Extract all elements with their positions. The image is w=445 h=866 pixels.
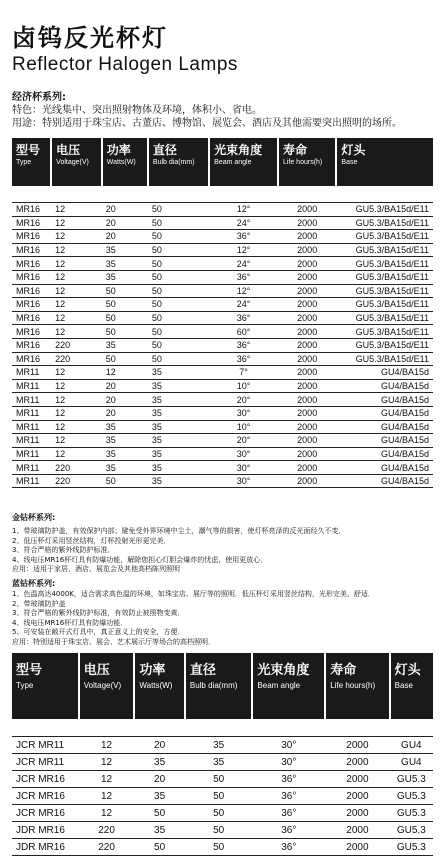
column-header (51, 138, 102, 186)
table-cell: 12 (51, 366, 102, 380)
column-header (102, 138, 148, 186)
table-cell: 35 (148, 447, 209, 461)
table-cell: 2000 (278, 243, 336, 257)
table-cell: 30° (209, 474, 278, 488)
table-cell: GU4/BA15d (336, 434, 433, 448)
table-cell: MR11 (12, 379, 51, 393)
table-cell: MR11 (12, 474, 51, 488)
table-row (12, 805, 433, 822)
table-cell: 36° (209, 311, 278, 325)
table-spacer-row (12, 719, 433, 737)
table-cell: GU4/BA15d (336, 420, 433, 434)
table-row (12, 230, 433, 244)
column-header (148, 138, 209, 186)
table-cell: 35 (148, 474, 209, 488)
column-header-cn: 直径 (152, 143, 177, 157)
table-cell: GU5.3/BA15d/E11 (336, 230, 433, 244)
table-cell: GU5.3/BA15d/E11 (336, 203, 433, 217)
table-cell: MR16 (12, 216, 51, 230)
table-cell: GU4/BA15d (336, 406, 433, 420)
table-cell: 10° (209, 379, 278, 393)
table-cell: 12 (79, 754, 135, 771)
table-cell: GU4 (390, 754, 433, 771)
table-cell: 220 (51, 338, 102, 352)
column-header (209, 138, 278, 186)
table-cell: 35 (102, 447, 148, 461)
table-cell: GU4/BA15d (336, 474, 433, 488)
table-cell: 2000 (325, 737, 389, 754)
table-cell: 24° (209, 216, 278, 230)
table-cell: 12 (51, 203, 102, 217)
table-cell: 36° (209, 352, 278, 366)
table-cell: GU5.3/BA15d/E11 (336, 325, 433, 339)
table-cell: 50 (148, 216, 209, 230)
table-cell: JCR MR11 (12, 737, 79, 754)
table-cell: GU5.3/BA15d/E11 (336, 298, 433, 312)
column-header (390, 653, 433, 719)
gold-line: 应用：适用于家居、酒店、展览会及其他高档陈列照明 (12, 565, 180, 573)
table-cell: 12 (79, 771, 135, 788)
table-cell: 50 (148, 284, 209, 298)
table-cell: 50 (185, 822, 253, 839)
column-header (325, 653, 389, 719)
blue-line: 应用：特别适用于珠宝店、展会、艺术展示厅等场合的高档照明． (12, 637, 215, 646)
table-cell: 50 (185, 771, 253, 788)
table-cell: 12 (51, 447, 102, 461)
table-cell: 12 (51, 257, 102, 271)
table-row (12, 270, 433, 284)
table-cell: 2000 (278, 461, 336, 475)
blue-line: 2、带玻璃防护盖 (12, 599, 66, 608)
table-cell: MR16 (12, 243, 51, 257)
table-cell: 50 (102, 311, 148, 325)
table-cell: 50 (148, 243, 209, 257)
table-cell: 12 (51, 325, 102, 339)
column-header-en: Base (394, 681, 413, 690)
table-cell: GU4/BA15d (336, 461, 433, 475)
table-cell: 2000 (278, 379, 336, 393)
table-cell: 35 (102, 420, 148, 434)
table-cell: 50 (102, 298, 148, 312)
table-cell: 12 (51, 216, 102, 230)
gold-line: 1、带玻璃防护盖，有效保护内部；避免受外界环境中尘土，潮气等的损害，使灯杯亮泽的反光面经久不变． (12, 527, 346, 535)
table-cell: 60° (209, 325, 278, 339)
table-row (12, 216, 433, 230)
column-header-en: Beam angle (257, 681, 301, 690)
table-cell: 2000 (278, 325, 336, 339)
column-header-en: Watts(W) (139, 681, 173, 690)
table-cell: 12 (51, 379, 102, 393)
table-cell: GU5.3/BA15d/E11 (336, 284, 433, 298)
table-cell: 35 (102, 461, 148, 475)
table-row (12, 325, 433, 339)
table-cell: 50 (148, 352, 209, 366)
table-cell: 30° (209, 447, 278, 461)
page-title-cn: 卤钨反光杯灯 (12, 24, 168, 52)
table-cell: 35 (148, 393, 209, 407)
table-cell: 35 (185, 754, 253, 771)
table-cell: 2000 (278, 352, 336, 366)
table-cell: GU4/BA15d (336, 447, 433, 461)
table-cell: 35 (134, 788, 185, 805)
table-row (12, 474, 433, 488)
column-header (336, 138, 433, 186)
table-cell: 35 (148, 420, 209, 434)
table-cell: MR16 (12, 352, 51, 366)
table-row (12, 338, 433, 352)
column-header-cn: 寿命 (282, 143, 307, 157)
table-row (12, 243, 433, 257)
column-header (12, 138, 51, 186)
column-header-en: Life hours(h) (282, 159, 323, 166)
column-header-cn: 功率 (106, 143, 131, 157)
table-cell: 12 (51, 270, 102, 284)
table-cell: 35 (148, 434, 209, 448)
table-cell: 12 (102, 366, 148, 380)
table-cell: 20 (134, 737, 185, 754)
table-cell: 12 (51, 406, 102, 420)
table-cell: MR16 (12, 203, 51, 217)
column-header (185, 653, 253, 719)
table-cell: 36° (209, 338, 278, 352)
table-cell: 12 (51, 434, 102, 448)
table-cell: 2000 (278, 257, 336, 271)
table-cell: GU5.3 (390, 822, 433, 839)
table-row (12, 737, 433, 754)
table-cell: GU5.3/BA15d/E11 (336, 338, 433, 352)
table-cell: 35 (134, 754, 185, 771)
table-cell: 36° (252, 788, 325, 805)
column-header-en: Life hours(h) (330, 681, 376, 690)
table-cell: JDR MR16 (12, 822, 79, 839)
table-cell: 30° (252, 754, 325, 771)
table-cell: 20 (102, 216, 148, 230)
table-cell: 24° (209, 257, 278, 271)
table-cell: 220 (79, 822, 135, 839)
blue-line: 4、线电压MR16杯灯具有防爆功能． (12, 618, 128, 627)
table-cell: 30° (252, 737, 325, 754)
table-cell: 20 (102, 230, 148, 244)
table-cell: 50 (148, 338, 209, 352)
table-cell: 20 (102, 203, 148, 217)
table-cell: MR11 (12, 461, 51, 475)
table-cell: GU5.3/BA15d/E11 (336, 352, 433, 366)
table-cell: GU5.3 (390, 839, 433, 856)
table-cell: 12 (51, 311, 102, 325)
column-header-en: Voltage(V) (56, 159, 89, 166)
column-header-en: Type (16, 681, 34, 690)
table-cell: 35 (134, 822, 185, 839)
column-header (79, 653, 135, 719)
table-row (12, 461, 433, 475)
table-cell: 2000 (325, 839, 389, 856)
table-cell: GU5.3 (390, 805, 433, 822)
table-cell: 35 (102, 434, 148, 448)
table-cell: 2000 (278, 216, 336, 230)
table-cell: 12 (79, 737, 135, 754)
table-row (12, 284, 433, 298)
table-cell: 2000 (278, 230, 336, 244)
table-header-row (12, 138, 433, 186)
table-row (12, 406, 433, 420)
column-header-cn: 灯头 (394, 662, 421, 677)
table-cell: 12 (51, 243, 102, 257)
column-header-cn: 光束角度 (257, 662, 310, 677)
table-cell: 35 (102, 257, 148, 271)
column-header-en: Watts(W) (106, 159, 136, 166)
table-cell: 12 (51, 298, 102, 312)
table-cell: 50 (102, 474, 148, 488)
table-cell: 12 (51, 284, 102, 298)
table-cell: MR11 (12, 366, 51, 380)
table-cell: 10° (209, 420, 278, 434)
table-cell: 50 (185, 788, 253, 805)
table-cell: 12 (51, 230, 102, 244)
table-cell: 20° (209, 393, 278, 407)
table-cell: 50 (148, 325, 209, 339)
table-row (12, 447, 433, 461)
table-cell: 7° (209, 366, 278, 380)
column-header-en: Base (341, 159, 358, 166)
table-cell: 50 (134, 839, 185, 856)
table-cell: GU5.3 (390, 771, 433, 788)
table-cell: 2000 (278, 434, 336, 448)
table-cell: 20 (134, 771, 185, 788)
table-cell: 50 (148, 257, 209, 271)
page-title-en: Reflector Halogen Lamps (12, 54, 238, 75)
table-cell: MR16 (12, 270, 51, 284)
table-cell: 35 (148, 406, 209, 420)
table-cell: 35 (148, 461, 209, 475)
table-cell: 30° (209, 461, 278, 475)
table-row (12, 839, 433, 856)
table-cell: 2000 (325, 771, 389, 788)
table-cell: 220 (51, 352, 102, 366)
gold-line: 3、符合严格的紫外线防护标准． (12, 546, 115, 554)
table-cell: GU4/BA15d (336, 366, 433, 380)
table-cell: 50 (102, 284, 148, 298)
table-cell: JCR MR16 (12, 805, 79, 822)
table-row (12, 393, 433, 407)
table-cell: 2000 (278, 270, 336, 284)
table-cell: 50 (134, 805, 185, 822)
blue-line: 5、可安装在敞开式灯具中，真正意义上的安全，方便． (12, 628, 185, 636)
table-cell: 2000 (278, 474, 336, 488)
column-header-cn: 灯头 (341, 143, 366, 157)
table-cell: MR16 (12, 230, 51, 244)
table-cell: GU5.3 (390, 788, 433, 805)
table-row (12, 352, 433, 366)
table-cell: MR11 (12, 447, 51, 461)
table-cell: 12 (79, 788, 135, 805)
table-cell: 2000 (278, 284, 336, 298)
table-cell: MR11 (12, 393, 51, 407)
table-cell: 35 (102, 338, 148, 352)
table-cell: 36° (252, 822, 325, 839)
table-cell: 2000 (325, 822, 389, 839)
table-cell: MR16 (12, 325, 51, 339)
table-row (12, 771, 433, 788)
column-header (252, 653, 325, 719)
table-cell: 2000 (278, 393, 336, 407)
column-header-en: Voltage(V) (83, 681, 122, 690)
column-header-cn: 直径 (189, 662, 216, 677)
table-row (12, 434, 433, 448)
table-cell: 50 (148, 230, 209, 244)
table-cell: JDR MR16 (12, 839, 79, 856)
blue-line: 1、色温高达4000K，适合需求高色温的环境，如珠宝店、展厅等的照明．低压杯灯采用竖丝结构，光形完美、舒适． (12, 590, 375, 598)
gold-heading: 金钻杯系列: (12, 513, 56, 522)
table-cell: 35 (185, 737, 253, 754)
table-cell: JCR MR16 (12, 771, 79, 788)
table-row (12, 311, 433, 325)
gold-line: 2、低压杯灯采用竖丝结构，灯杯投射光形更完美． (12, 536, 171, 545)
table-row (12, 379, 433, 393)
table-cell: MR16 (12, 338, 51, 352)
economy-heading: 经济杯系列: (12, 92, 66, 103)
table-cell: 2000 (325, 805, 389, 822)
table-cell: 35 (102, 270, 148, 284)
table-cell: 2000 (278, 338, 336, 352)
table-cell: 12 (79, 805, 135, 822)
table-cell: 12° (209, 243, 278, 257)
table-cell: 2000 (278, 406, 336, 420)
table-cell: 50 (102, 325, 148, 339)
table-cell: 36° (252, 805, 325, 822)
table-cell: 12 (51, 420, 102, 434)
table-cell: 36° (252, 839, 325, 856)
table-cell: 20 (102, 379, 148, 393)
table-cell: GU5.3/BA15d/E11 (336, 311, 433, 325)
table-cell: 50 (148, 203, 209, 217)
table-cell: 12° (209, 203, 278, 217)
economy-feature: 特色：光线集中、突出照射物体及环境，体积小、省电。 (12, 105, 262, 116)
table-cell: MR11 (12, 420, 51, 434)
table-cell: JCR MR16 (12, 788, 79, 805)
table-cell: 50 (148, 270, 209, 284)
table-cell: MR16 (12, 311, 51, 325)
column-header-cn: 电压 (56, 143, 81, 157)
table-row (12, 420, 433, 434)
table-row (12, 366, 433, 380)
table-cell: 36° (209, 270, 278, 284)
table-cell: 20 (102, 406, 148, 420)
table-cell: 2000 (278, 447, 336, 461)
column-header (12, 653, 79, 719)
table-cell: 2000 (278, 203, 336, 217)
column-header-cn: 功率 (139, 662, 166, 677)
table-cell: MR16 (12, 298, 51, 312)
table-cell: GU5.3/BA15d/E11 (336, 243, 433, 257)
table-cell: 35 (102, 243, 148, 257)
table-cell: 50 (185, 839, 253, 856)
table-cell: GU4/BA15d (336, 379, 433, 393)
gold-line: 4、线电压MR16杯灯具有防爆功能，解除您担心灯胆会爆炸的忧虑，使用更放心． (12, 555, 268, 564)
table-cell: 30° (209, 406, 278, 420)
table-cell: 50 (102, 352, 148, 366)
column-header (278, 138, 336, 186)
table-cell: 2000 (278, 311, 336, 325)
table-row (12, 754, 433, 771)
column-header-en: Beam angle (214, 159, 252, 166)
table-cell: 50 (148, 298, 209, 312)
blue-spec-table (12, 653, 433, 856)
column-header-cn: 型号 (16, 662, 43, 677)
table-cell: 20° (209, 434, 278, 448)
table-row (12, 257, 433, 271)
column-header-en: Bulb dia(mm) (152, 159, 195, 166)
table-cell: 35 (148, 366, 209, 380)
economy-usage: 用途：特别适用于珠宝店、古董店、博物馆、展览会、酒店及其他需要突出照明的场所。 (12, 118, 402, 129)
table-cell: 220 (79, 839, 135, 856)
table-cell: 35 (148, 379, 209, 393)
column-header-en: Bulb dia(mm) (189, 681, 238, 690)
table-cell: 50 (148, 311, 209, 325)
table-cell: MR16 (12, 257, 51, 271)
table-row (12, 822, 433, 839)
table-cell: 2000 (278, 420, 336, 434)
table-cell: GU5.3/BA15d/E11 (336, 216, 433, 230)
table-cell: GU5.3/BA15d/E11 (336, 257, 433, 271)
table-cell: 12 (51, 393, 102, 407)
blue-heading: 蓝钻杯系列: (12, 579, 56, 588)
table-cell: 2000 (325, 754, 389, 771)
column-header-cn: 电压 (83, 662, 110, 677)
column-header-en: Type (16, 159, 32, 166)
table-cell: 2000 (278, 366, 336, 380)
table-cell: 50 (185, 805, 253, 822)
table-cell: MR11 (12, 406, 51, 420)
table-header-row (12, 653, 433, 719)
table-cell: 36° (252, 771, 325, 788)
table-cell: GU5.3/BA15d/E11 (336, 270, 433, 284)
table-cell: 24° (209, 298, 278, 312)
column-header-cn: 寿命 (330, 662, 357, 677)
table-cell: 20 (102, 393, 148, 407)
table-cell: GU4/BA15d (336, 393, 433, 407)
table-cell: 12° (209, 284, 278, 298)
table-cell: 2000 (325, 788, 389, 805)
table-cell: GU4 (390, 737, 433, 754)
table-cell: 220 (51, 474, 102, 488)
table-row (12, 788, 433, 805)
table-cell: 220 (51, 461, 102, 475)
blue-line: 3、符合严格的紫外线防护标准，有效防止被照物变黄． (12, 609, 185, 617)
column-header-cn: 光束角度 (214, 143, 263, 157)
table-row (12, 298, 433, 312)
table-spacer-row (12, 186, 433, 203)
column-header-cn: 型号 (16, 143, 41, 157)
table-cell: MR16 (12, 284, 51, 298)
table-row (12, 203, 433, 217)
economy-spec-table (12, 138, 433, 488)
table-cell: MR11 (12, 434, 51, 448)
table-cell: 2000 (278, 298, 336, 312)
table-cell: JCR MR11 (12, 754, 79, 771)
table-cell: 36° (209, 230, 278, 244)
column-header (134, 653, 185, 719)
